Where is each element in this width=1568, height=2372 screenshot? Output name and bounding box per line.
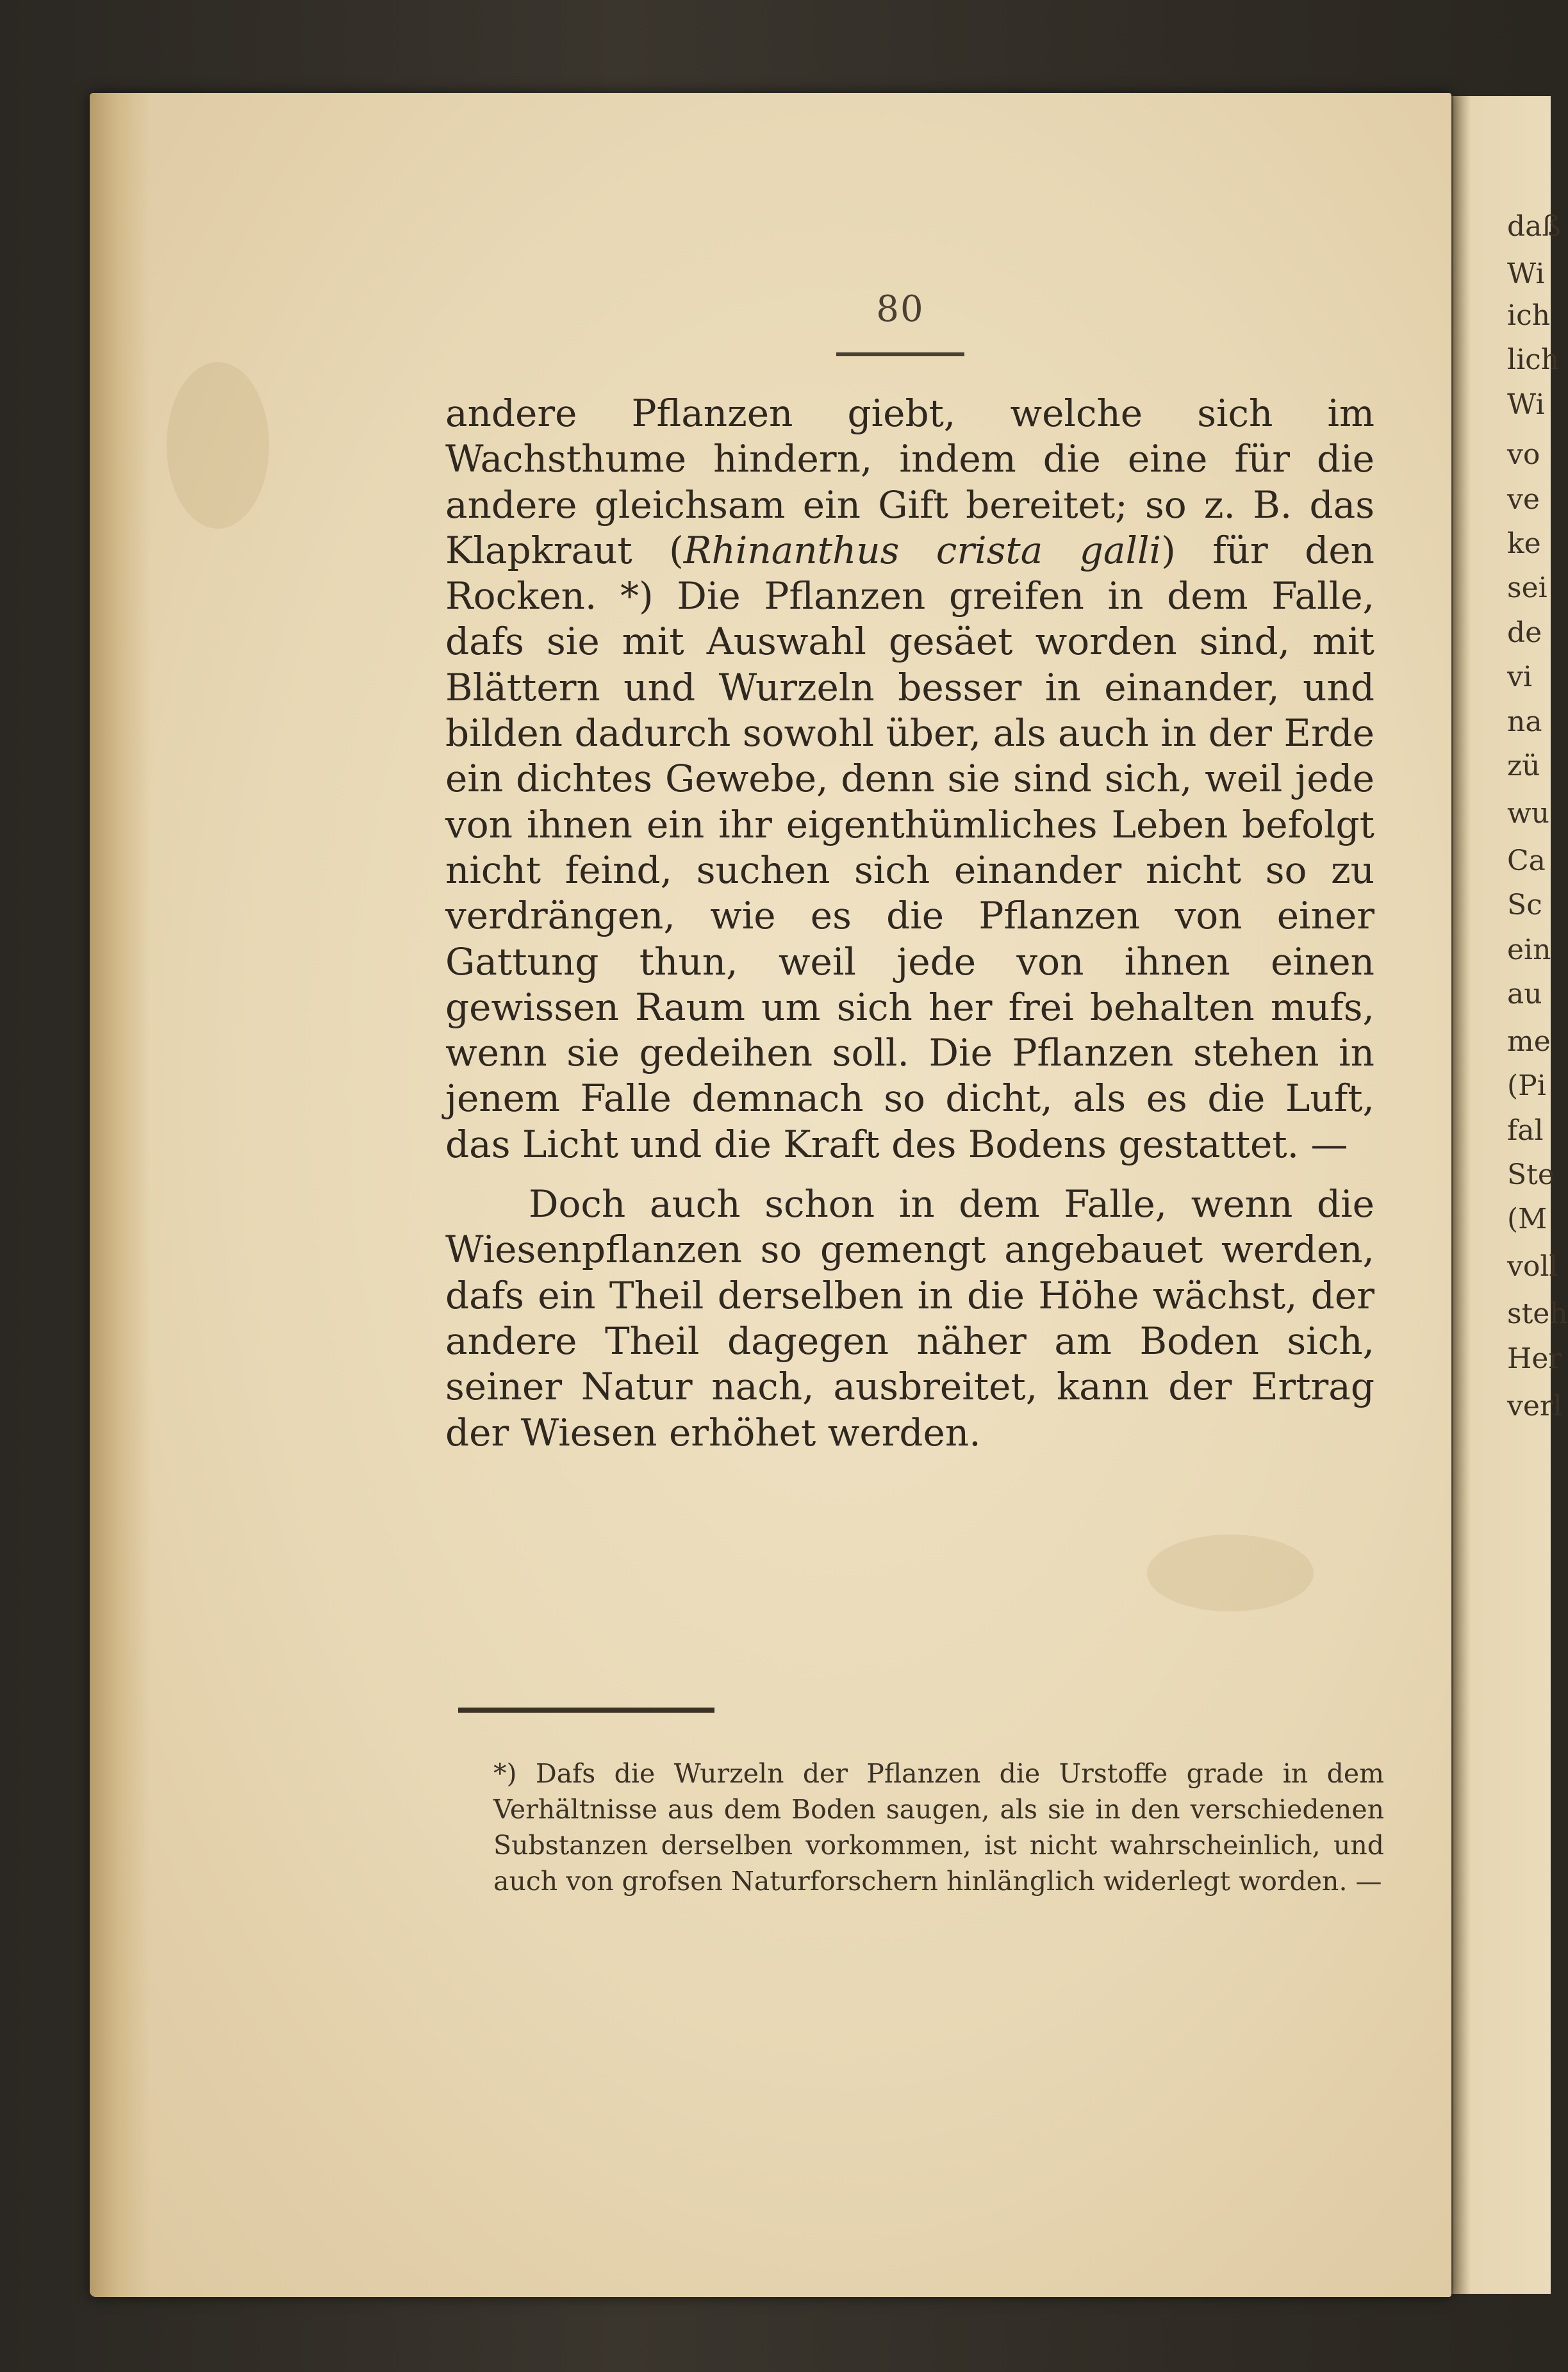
adjacent-page-fragment: me bbox=[1507, 1025, 1551, 1058]
adjacent-page-fragment: na bbox=[1507, 705, 1542, 738]
adjacent-page-fragment: (Pi bbox=[1507, 1069, 1546, 1103]
adjacent-page-fragment: au bbox=[1507, 977, 1542, 1010]
paper-stain bbox=[167, 362, 269, 529]
adjacent-page-fragment: fal bbox=[1507, 1114, 1544, 1147]
adjacent-page-fragment: Ca bbox=[1507, 844, 1546, 877]
footnote-text: *) Dafs die Wurzeln der Pflanzen die Urstoffe grade in dem Verhältnisse aus dem Boden saugen, als sie in den verschiedenen Substanzen derselben vorkommen, ist nicht wahrscheinlich, und auch von grofsen Naturforschern hinlänglich widerlegt worden. — bbox=[493, 1758, 1384, 1897]
page-number: 80 bbox=[876, 288, 925, 330]
adjacent-page-fragment: ein bbox=[1507, 933, 1551, 966]
text-run: andere Pflanzen giebt, welche sich im Wachsthume hindern, indem die eine für die andere gleichsam ein Gift bereitet; so z. B. das Klapkraut ( bbox=[445, 391, 1374, 572]
adjacent-page-fragment: de bbox=[1507, 616, 1542, 649]
text-run: Doch auch schon in dem Falle, wenn die Wiesenpflanzen so gemengt angebauet werden, dafs ein Theil derselben in die Höhe wächst, der andere Theil dagegen näher am Boden sich, seiner Natur nach, ausbreitet, kann der Ertrag der Wiesen erhöhet werden. bbox=[445, 1182, 1374, 1454]
adjacent-page-fragment: wu bbox=[1507, 796, 1549, 830]
page-worn-edge bbox=[90, 93, 151, 2297]
adjacent-page-fragment: ich bbox=[1507, 299, 1551, 333]
adjacent-page-fragment: Her bbox=[1507, 1342, 1562, 1375]
adjacent-page-fragment: Wi bbox=[1507, 258, 1545, 291]
body-paragraph bbox=[445, 1182, 1374, 1456]
adjacent-page-fragment: ke bbox=[1507, 527, 1541, 561]
adjacent-page-fragment: daß bbox=[1507, 210, 1561, 243]
adjacent-page-fragment: zü bbox=[1507, 749, 1540, 782]
adjacent-page-fragment: voll bbox=[1507, 1250, 1558, 1283]
body-text bbox=[445, 391, 1374, 1456]
adjacent-page-fragment: steh bbox=[1507, 1297, 1568, 1331]
adjacent-page-edge bbox=[1451, 96, 1551, 2294]
adjacent-page-fragment: vi bbox=[1507, 661, 1532, 694]
adjacent-page-fragment: (M bbox=[1507, 1203, 1547, 1236]
text-run: ) für den Rocken. *) Die Pflanzen greifen in dem Falle, dafs sie mit Auswahl gesäet worden sind, mit Blättern und Wurzeln besser in einander, und bilden dadurch sowohl über, als auch in der Erde ein dichtes Gewebe, denn sie sind sich, weil jede von ihnen ein ihr eigenthümliches Leben befolgt nicht feind, suchen sich einander nicht so zu verdrängen, wie es die Pflanzen von einer Gattung thun, weil jede von ihnen einen gewissen Raum um sich her frei behalten mufs, wenn sie gedeihen soll. Die Pflanzen stehen in jenem Falle demnach so dicht, als es die Luft, das Licht und die Kraft des Bodens gestattet. — bbox=[445, 528, 1374, 1166]
adjacent-page-fragment: Wi bbox=[1507, 388, 1545, 421]
footnote bbox=[493, 1756, 1384, 1899]
adjacent-page-fragment: lich bbox=[1507, 343, 1560, 377]
adjacent-page-fragment: vo bbox=[1507, 438, 1540, 472]
paper-stain bbox=[1147, 1535, 1314, 1611]
italic-text-run: Rhinanthus crista galli bbox=[683, 528, 1162, 572]
body-paragraph bbox=[445, 391, 1374, 1167]
adjacent-page-fragment: Sc bbox=[1507, 889, 1542, 922]
page-number-rule bbox=[836, 352, 964, 356]
adjacent-page-fragment: ve bbox=[1507, 482, 1540, 516]
footnote-rule bbox=[458, 1708, 714, 1713]
adjacent-page-fragment: Ste bbox=[1507, 1158, 1555, 1191]
adjacent-page-fragment: verl bbox=[1507, 1389, 1563, 1422]
adjacent-page-fragment: sei bbox=[1507, 572, 1547, 605]
